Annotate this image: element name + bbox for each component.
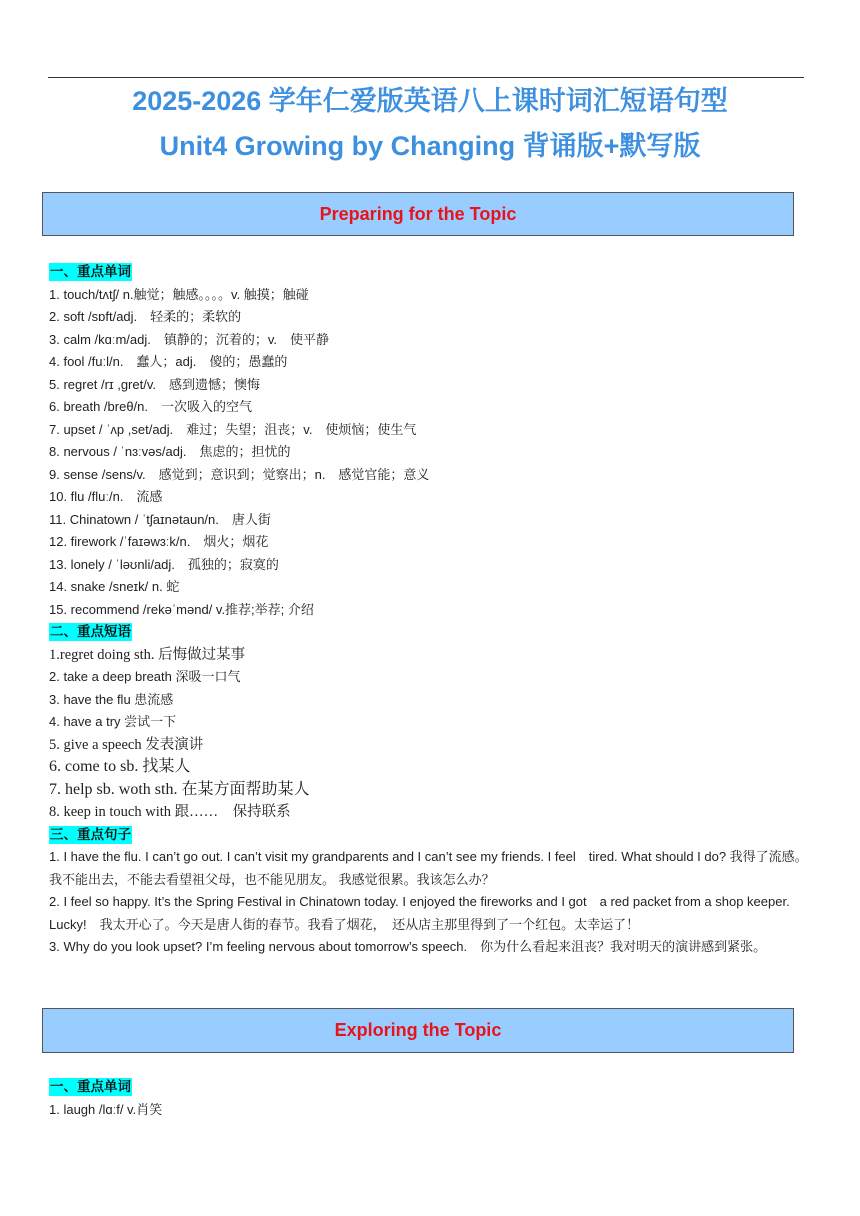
phrase-item: 2. take a deep breath 深吸一口气 <box>49 669 241 684</box>
section-preparing-content <box>49 261 811 959</box>
phrase-item: 8. keep in touch with 跟…… 保持联系 <box>49 804 291 820</box>
sentence-item: 2. I feel so happy. It’s the Spring Festival in Chinatown today. I enjoyed the fireworks and I got a red packet from a shop keeper. Lucky! 我太开心了。今天是唐人街的春节。我看了烟花， 还从店主那里得到了一个红包。太幸运了！ <box>49 894 790 932</box>
phrase-heading: 二、重点短语 <box>50 624 131 639</box>
vocab-item: 12. firework /ˈfaɪəwɜːk/n. 烟火；烟花 <box>49 534 269 549</box>
sentence-item: 3. Why do you look upset? I’m feeling nervous about tomorrow’s speech. 你为什么看起来沮丧？我对明天的演讲感到紧张。 <box>49 939 767 954</box>
vocab-item: 2. soft /sɒft/adj. 轻柔的；柔软的 <box>49 309 242 324</box>
page-subtitle: Unit4 Growing by Changing 背诵版+默写版 <box>159 131 701 161</box>
vocab-heading: 一、重点单词 <box>50 1079 131 1094</box>
section-banner-preparing: Preparing for the Topic <box>42 192 794 236</box>
section-banner-exploring: Exploring the Topic <box>42 1008 794 1053</box>
vocab-item: 13. lonely / ˈləʊnli/adj. 孤独的；寂寞的 <box>49 556 279 572</box>
vocab-item: 9. sense /sens/v. 感觉到；意识到；觉察出；n. 感觉官能；意义 <box>49 466 430 482</box>
phrase-item: 6. come to sb. 找某人 <box>49 758 191 775</box>
vocab-item: 6. breath /breθ/n. 一次吸入的空气 <box>49 399 253 414</box>
vocab-item: 4. fool /fuːl/n. 蠢人；adj. 傻的；愚蠢的 <box>49 354 288 369</box>
phrase-item: 5. give a speech 发表演讲 <box>49 736 204 753</box>
vocab-item: 3. calm /kɑːm/adj. 镇静的；沉着的；v. 使平静 <box>49 331 330 347</box>
phrase-item: 4. have a try 尝试一下 <box>49 714 177 729</box>
vocab-item: 8. nervous / ˈnɜːvəs/adj. 焦虑的；担忧的 <box>49 444 291 459</box>
vocab-item: 10. flu /fluː/n. 流感 <box>49 489 163 504</box>
top-rule <box>48 77 804 78</box>
page-title: 2025-2026 学年仁爱版英语八上课时词汇短语句型 <box>132 86 728 116</box>
vocab-heading: 一、重点单词 <box>50 264 131 279</box>
phrase-item: 7. help sb. woth sth. 在某方面帮助某人 <box>49 780 310 798</box>
vocab-item: 15. recommend /rekəˈmənd/ v.推荐;举荐; 介绍 <box>49 601 314 617</box>
phrase-item: 1.regret doing sth. 后悔做过某事 <box>49 646 246 663</box>
vocab-item: 5. regret /rɪ ,gret/v. 感到遗憾；懊悔 <box>49 376 260 392</box>
vocab-item: 1. laugh /lɑːf/ v.肖笑 <box>49 1101 163 1117</box>
vocab-item: 11. Chinatown / ˈtʃaɪnətaun/n. 唐人街 <box>49 511 271 527</box>
vocab-item: 14. snake /sneɪk/ n. 蛇 <box>49 579 180 594</box>
sentence-item: 1. I have the flu. I can’t go out. I can’t visit my grandparents and I can’t see my friends. I feel tired. What should I do? 我得了流感。我不能出去，不能去看望祖父母，也不能见朋友。 我感觉很累。我该怎么办？ <box>49 849 808 887</box>
phrase-item: 3. have the flu 患流感 <box>49 691 174 707</box>
section-exploring-content <box>49 1076 811 1121</box>
sentence-heading: 三、重点句子 <box>50 826 131 842</box>
vocab-item: 7. upset / ˈʌp ,set/adj. 难过；失望；沮丧；v. 使烦恼；使生气 <box>49 421 417 437</box>
vocab-item: 1. touch/tʌtʃ/ n.触觉；触感。。。。v. 触摸；触碰 <box>49 286 309 302</box>
